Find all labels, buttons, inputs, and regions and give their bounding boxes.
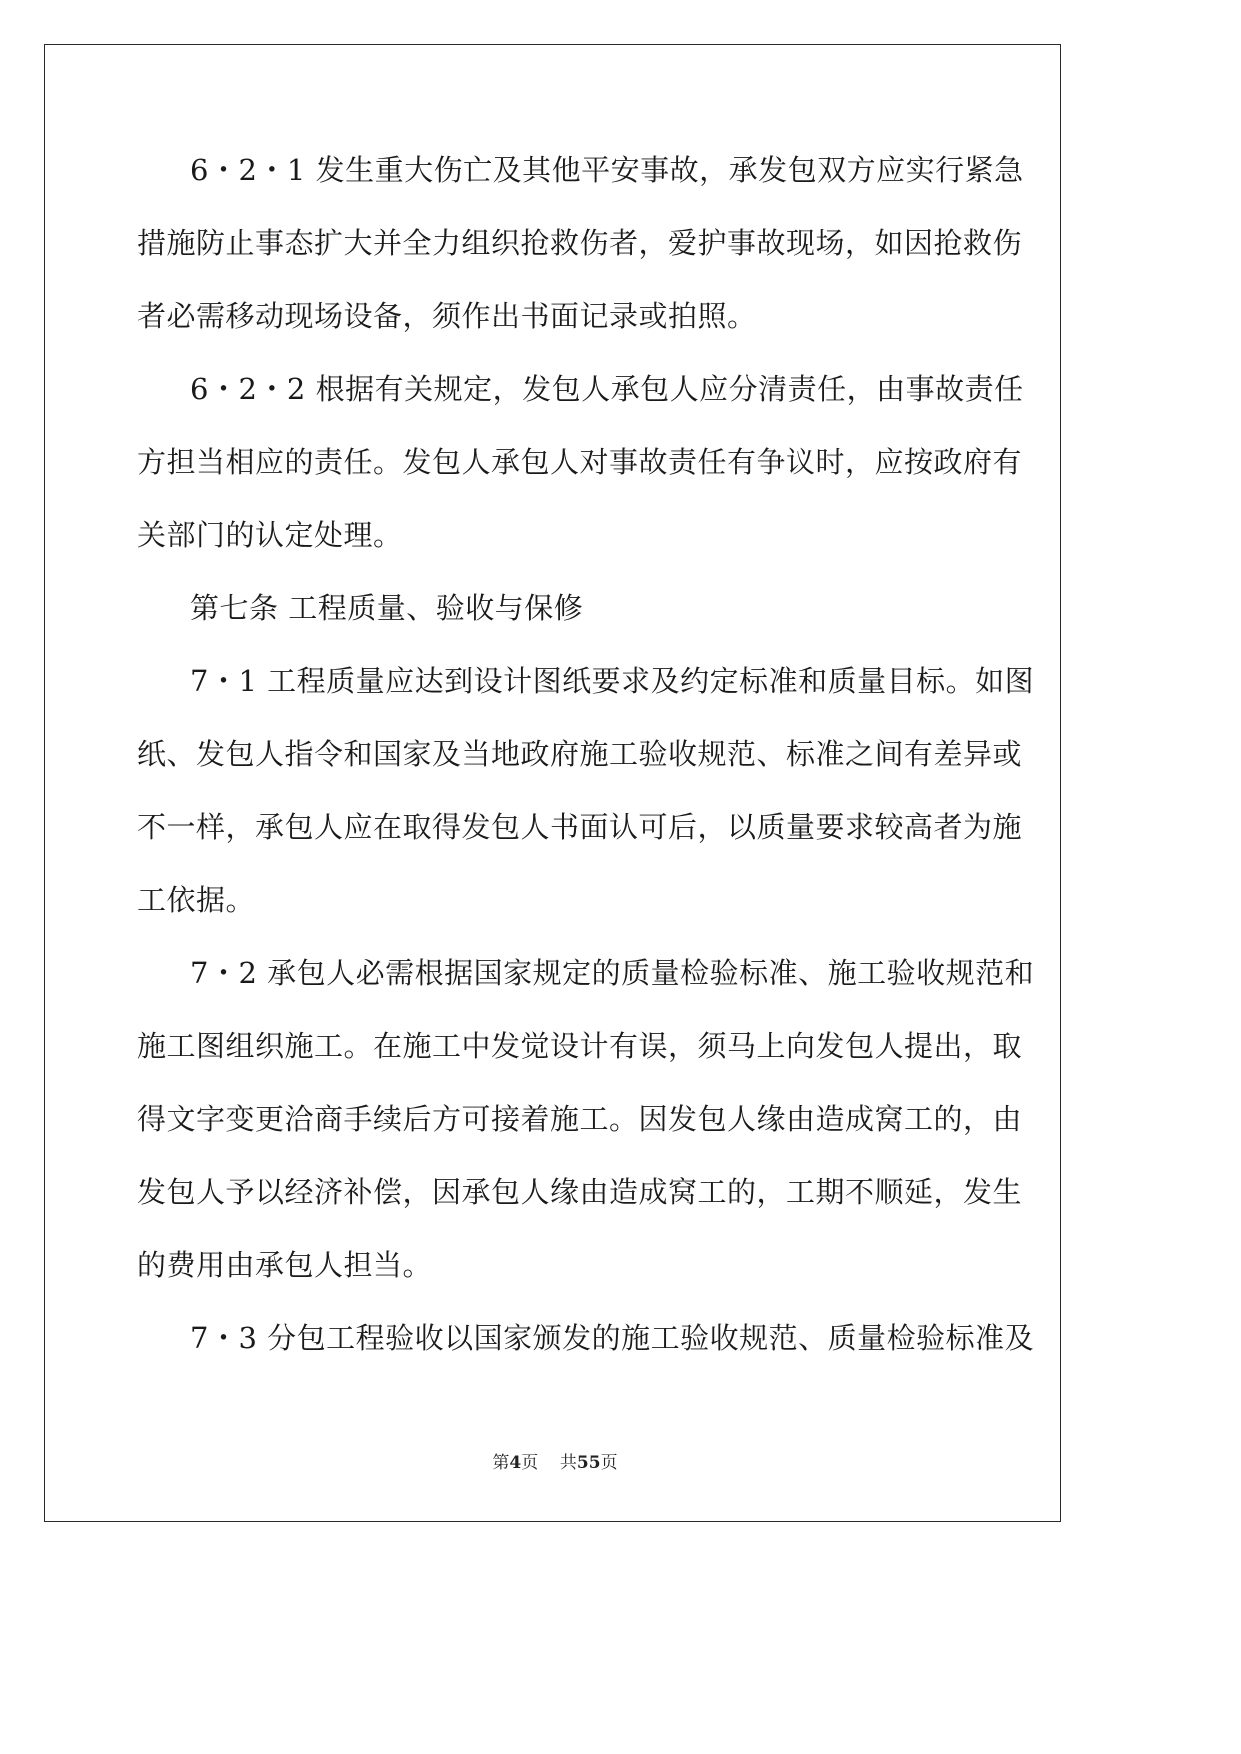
text-line: 6・2・2 根据有关规定，发包人承包人应分清责任，由事故责任: [190, 372, 1024, 406]
total-page-count: 55: [576, 1453, 601, 1473]
text-line: 的费用由承包人担当。: [137, 1248, 433, 1282]
text-line: 不一样，承包人应在取得发包人书面认可后，以质量要求较高者为施: [137, 810, 1023, 844]
text-line: 纸、发包人指令和国家及当地政府施工验收规范、标准之间有差异或: [137, 737, 1023, 771]
page-footer: [0, 1452, 1110, 1474]
text-line: 7・1 工程质量应达到设计图纸要求及约定标准和质量目标。如图: [190, 664, 1035, 698]
text-line: 工依据。: [137, 883, 256, 917]
text-line: 7・3 分包工程验收以国家颁发的施工验收规范、质量检验标准及: [190, 1321, 1035, 1355]
page-border: [44, 44, 1061, 1522]
text-line: 关部门的认定处理。: [137, 518, 403, 552]
text-line: 7・2 承包人必需根据国家规定的质量检验标准、施工验收规范和: [190, 956, 1035, 990]
text-line: 发包人予以经济补偿，因承包人缘由造成窝工的，工期不顺延，发生: [137, 1175, 1023, 1209]
text-line: 者必需移动现场设备，须作出书面记录或拍照。: [137, 299, 757, 333]
section-heading: 第七条 工程质量、验收与保修: [190, 591, 584, 625]
text-line: 得文字变更洽商手续后方可接着施工。因发包人缘由造成窝工的，由: [137, 1102, 1023, 1136]
text-line: 方担当相应的责任。发包人承包人对事故责任有争议时，应按政府有: [137, 445, 1023, 479]
current-page-number: 4: [509, 1453, 522, 1473]
text-line: 6・2・1 发生重大伤亡及其他平安事故，承发包双方应实行紧急: [190, 153, 1024, 187]
text-line: 施工图组织施工。在施工中发觉设计有误，须马上向发包人提出，取: [137, 1029, 1023, 1063]
text-line: 措施防止事态扩大并全力组织抢救伤者，爱护事故现场，如因抢救伤: [137, 226, 1023, 260]
footer-middle: 页 共: [521, 1453, 577, 1473]
footer-prefix: 第: [492, 1453, 510, 1473]
footer-suffix: 页: [600, 1453, 618, 1473]
